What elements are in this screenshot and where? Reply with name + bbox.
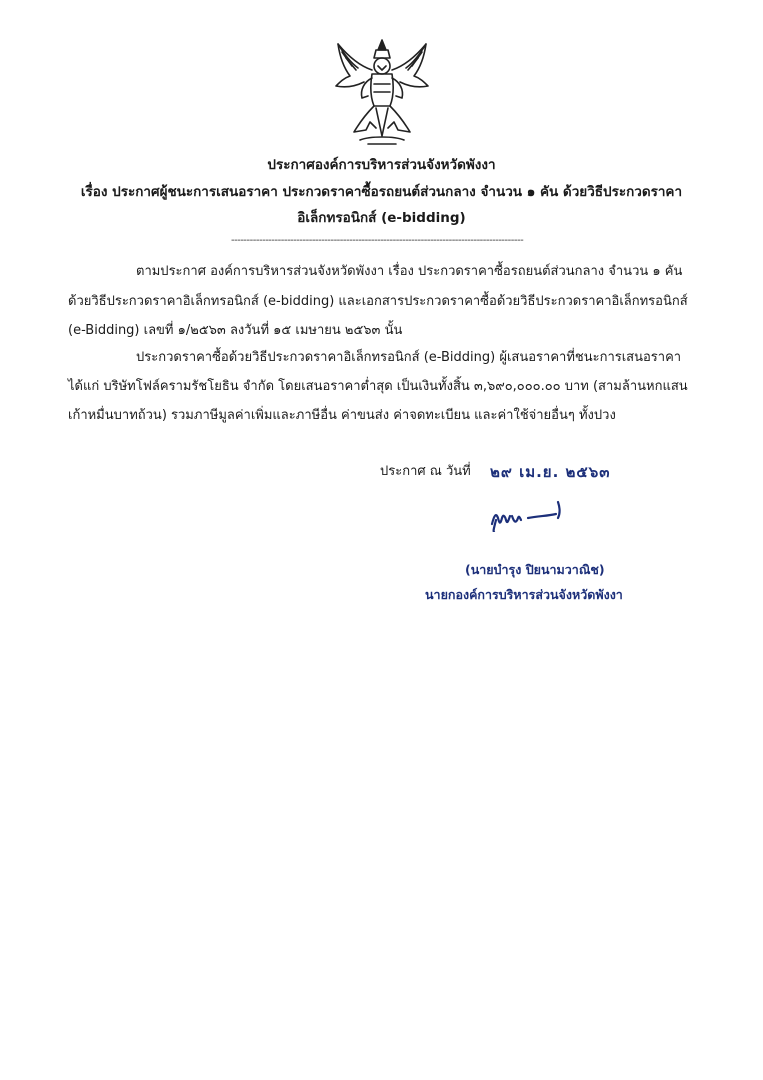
garuda-emblem-icon: [330, 36, 434, 148]
paragraph2-line3: เก้าหมื่นบาทถ้วน) รวมภาษีมูลค่าเพิ่มและภาษีอื่น ค่าขนส่ง ค่าจดทะเบียน และค่าใช้จ่ายอื่นๆ ทั้งปวง: [68, 408, 616, 423]
paragraph2-line1: ประกวดราคาซื้อด้วยวิธีประกวดราคาอิเล็กทรอนิกส์ (e-Bidding) ผู้เสนอราคาที่ชนะการเสนอราคา: [136, 350, 682, 365]
handwritten-signature: [488, 498, 568, 532]
paragraph2-line2: ได้แก่ บริษัทโฟล์ครามรัชโยธิน จำกัด โดยเสนอราคาต่ำสุด เป็นเงินทั้งสิ้น ๓,๖๙๐,๐๐๐.๐๐ บาท (สามล้านหกแสน: [68, 379, 688, 394]
signatory-name: (นายบำรุง ปิยนามวาณิช): [465, 562, 605, 577]
subject-line-2: อิเล็กทรอนิกส์ (e-bidding): [297, 210, 466, 226]
divider-line: ----------------------------------------------------------------------------------------------: [231, 235, 524, 246]
subject-line-1: เรื่อง ประกาศผู้ชนะการเสนอราคา ประกวดราคาซื้อรถยนต์ส่วนกลาง จำนวน ๑ คัน ด้วยวิธีประกวดราคา: [80, 184, 683, 200]
paragraph1-line1: ตามประกาศ องค์การบริหารส่วนจังหวัดพังงา เรื่อง ประกวดราคาซื้อรถยนต์ส่วนกลาง จำนวน ๑ คัน: [136, 264, 683, 279]
paragraph1-line3: (e-Bidding) เลขที่ ๑/๒๕๖๓ ลงวันที่ ๑๕ เมษายน ๒๕๖๓ นั้น: [68, 323, 403, 338]
announcement-title: ประกาศองค์การบริหารส่วนจังหวัดพังงา: [267, 157, 496, 173]
signatory-title: นายกองค์การบริหารส่วนจังหวัดพังงา: [425, 587, 623, 602]
paragraph1-line2: ด้วยวิธีประกวดราคาอิเล็กทรอนิกส์ (e-bidding) และเอกสารประกวดราคาซื้อด้วยวิธีประกวดราคาอิเล็กทรอนิกส์: [68, 294, 688, 309]
handwritten-date: ๒๙ เม.ย. ๒๕๖๓: [490, 463, 611, 481]
announce-date-label: ประกาศ ณ วันที่: [380, 464, 471, 479]
